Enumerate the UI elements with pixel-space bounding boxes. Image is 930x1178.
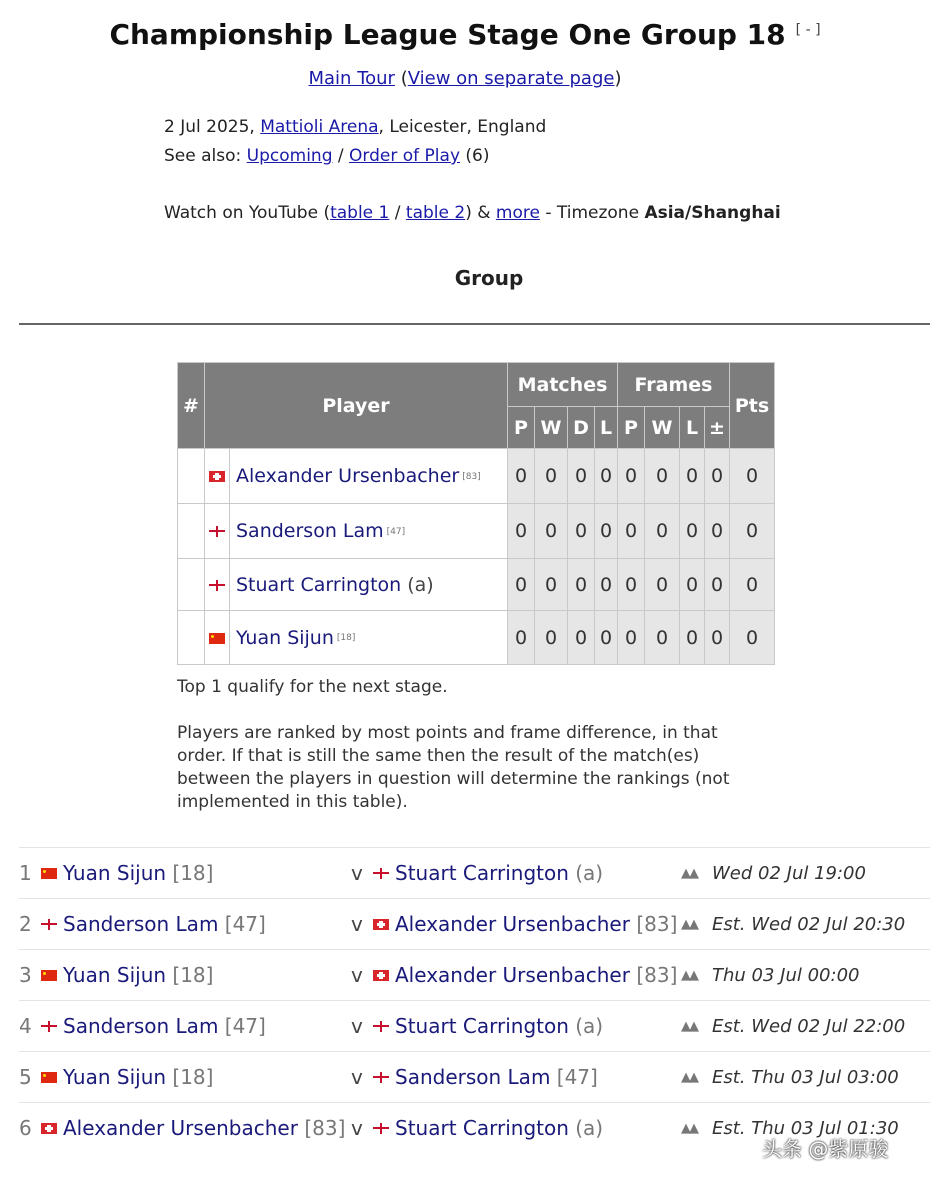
match-row [19, 1051, 930, 1102]
table-row [178, 504, 775, 559]
player-one-seed: [18] [172, 861, 214, 885]
player-two [373, 963, 677, 987]
match-number: 5 [19, 1065, 32, 1089]
player-two-seed: [47] [556, 1065, 598, 1089]
points-cell: 0 [730, 504, 775, 559]
player-one [41, 912, 266, 936]
stat-cell: 0 [705, 559, 730, 611]
player-one-seed: [47] [224, 912, 266, 936]
main-tour-link[interactable]: Main Tour [308, 68, 395, 89]
match-number: 4 [19, 1014, 32, 1038]
stat-cell: 0 [508, 559, 535, 611]
stat-cell: 0 [568, 611, 595, 665]
player-two-seed: (a) [575, 1014, 604, 1038]
player-seed: [47] [386, 526, 406, 537]
frames-header: Frames [618, 363, 730, 407]
stat-cell: 0 [618, 504, 645, 559]
head-to-head-icon[interactable]: ▲▲ [681, 866, 697, 881]
versus-label: v [351, 963, 363, 987]
player-two [373, 1065, 598, 1089]
player-one-seed: [18] [172, 963, 214, 987]
match-number: 3 [19, 963, 32, 987]
head-to-head-icon[interactable]: ▲▲ [681, 917, 697, 932]
divider [19, 323, 930, 325]
player-two-seed: (a) [575, 1116, 604, 1140]
matches-drawn-header: D [568, 407, 595, 449]
switzerland-flag-icon [373, 970, 389, 981]
china-flag-icon [209, 633, 225, 644]
player-two-name[interactable]: Sanderson Lam [395, 1065, 551, 1089]
points-cell: 0 [730, 611, 775, 665]
player-two-name[interactable]: Stuart Carrington [395, 1116, 569, 1140]
stat-cell: 0 [645, 611, 680, 665]
england-flag-icon [373, 1021, 389, 1032]
separate-page-link[interactable]: View on separate page [407, 68, 615, 89]
player-seed: (a) [407, 573, 434, 596]
more-link[interactable]: more [495, 203, 540, 223]
player-one [41, 1116, 345, 1140]
player-name[interactable]: Alexander Ursenbacher [236, 465, 460, 487]
player-two-seed: (a) [575, 861, 604, 885]
stat-cell: 0 [618, 611, 645, 665]
match-time: Wed 02 Jul 19:00 [712, 863, 866, 884]
upcoming-link[interactable]: Upcoming [246, 146, 333, 166]
collapse-toggle[interactable]: [ - ] [795, 22, 821, 38]
player-two-seed: [83] [636, 912, 678, 936]
rank-cell [178, 611, 205, 665]
stat-cell: 0 [645, 559, 680, 611]
stat-cell: 0 [618, 559, 645, 611]
qualify-note: Top 1 qualify for the next stage. [177, 677, 448, 697]
match-time: Est. Wed 02 Jul 22:00 [712, 1016, 906, 1037]
stat-cell: 0 [705, 449, 730, 504]
player-one-name[interactable]: Yuan Sijun [63, 861, 167, 885]
player-seed: [18] [336, 633, 356, 643]
china-flag-icon [41, 1072, 57, 1083]
match-number: 2 [19, 912, 32, 936]
player-two-name[interactable]: Stuart Carrington [395, 861, 569, 885]
match-row [19, 949, 930, 1000]
player-two [373, 1014, 603, 1038]
frames-lost-header: L [680, 407, 705, 449]
stat-cell: 0 [680, 449, 705, 504]
england-flag-icon [209, 526, 225, 537]
venue-link[interactable]: Mattioli Arena [260, 117, 379, 137]
player-two-name[interactable]: Stuart Carrington [395, 1014, 569, 1038]
stat-cell: 0 [508, 611, 535, 665]
stat-cell: 0 [568, 559, 595, 611]
player-name[interactable]: Stuart Carrington [236, 573, 402, 596]
stat-cell: 0 [595, 611, 618, 665]
england-flag-icon [373, 1072, 389, 1083]
stat-cell: 0 [595, 559, 618, 611]
points-header: Pts [730, 363, 775, 449]
versus-label: v [351, 1065, 363, 1089]
player-two-name[interactable]: Alexander Ursenbacher [395, 912, 630, 936]
matches-header: Matches [508, 363, 618, 407]
england-flag-icon [41, 1021, 57, 1032]
rank-header: # [178, 363, 205, 449]
head-to-head-icon[interactable]: ▲▲ [681, 1019, 697, 1034]
match-row [19, 1000, 930, 1051]
frame-diff-header: ± [705, 407, 730, 449]
table-row [178, 611, 775, 665]
england-flag-icon [41, 919, 57, 930]
frames-won-header: W [645, 407, 680, 449]
player-one-seed: [47] [224, 1014, 266, 1038]
player-name[interactable]: Sanderson Lam [236, 520, 384, 542]
stat-cell: 0 [595, 504, 618, 559]
player-two [373, 912, 677, 936]
stat-cell: 0 [535, 449, 568, 504]
player-seed: [83] [462, 471, 481, 482]
stat-cell: 0 [568, 449, 595, 504]
player-one [41, 861, 213, 885]
player-two [373, 1116, 603, 1140]
player-one-name[interactable]: Alexander Ursenbacher [63, 1116, 298, 1140]
stat-cell: 0 [508, 449, 535, 504]
matches-won-header: W [535, 407, 568, 449]
match-time: Thu 03 Jul 00:00 [712, 965, 860, 986]
china-flag-icon [41, 970, 57, 981]
player-two-name[interactable]: Alexander Ursenbacher [395, 963, 630, 987]
player-header: Player [205, 363, 508, 449]
versus-label: v [351, 1116, 363, 1140]
versus-label: v [351, 1014, 363, 1038]
table-1-link[interactable]: table 1 [330, 203, 390, 223]
england-flag-icon [373, 868, 389, 879]
rank-cell [178, 559, 205, 611]
matches-lost-header: L [595, 407, 618, 449]
page-title: Championship League Stage One Group 18 [ - ] [109, 18, 821, 51]
england-flag-icon [373, 1123, 389, 1134]
table-2-link[interactable]: table 2 [405, 203, 466, 223]
switzerland-flag-icon [41, 1123, 57, 1134]
england-flag-icon [209, 580, 225, 591]
player-one-seed: [18] [172, 1065, 214, 1089]
watch-info: Watch on YouTube (table 1 / table 2) & more - Timezone Asia/Shanghai [164, 203, 781, 223]
order-of-play-link[interactable]: Order of Play [349, 146, 461, 166]
stat-cell: 0 [645, 449, 680, 504]
stat-cell: 0 [705, 611, 730, 665]
event-info: 2 Jul 2025, Mattioli Arena, Leicester, England [164, 117, 547, 137]
matches-played-header: P [508, 407, 535, 449]
match-row [19, 847, 930, 898]
player-one [41, 963, 213, 987]
china-flag-icon [41, 868, 57, 879]
switzerland-flag-icon [373, 919, 389, 930]
standings-table [177, 362, 775, 665]
points-cell: 0 [730, 559, 775, 611]
stat-cell: 0 [618, 449, 645, 504]
player-one [41, 1014, 266, 1038]
head-to-head-icon[interactable]: ▲▲ [681, 968, 697, 983]
stat-cell: 0 [680, 611, 705, 665]
watermark: 头条 @紫原骏 [762, 1137, 889, 1161]
table-row [178, 449, 775, 504]
stat-cell: 0 [645, 504, 680, 559]
points-cell: 0 [730, 449, 775, 504]
stat-cell: 0 [680, 504, 705, 559]
rank-cell [178, 504, 205, 559]
match-row [19, 898, 930, 949]
versus-label: v [351, 912, 363, 936]
player-one [41, 1065, 213, 1089]
player-one-seed: [83] [304, 1116, 346, 1140]
player-one-name[interactable]: Yuan Sijun [63, 1065, 167, 1089]
see-also: See also: Upcoming / Order of Play (6) [164, 146, 490, 166]
table-row [178, 559, 775, 611]
player-one-name[interactable]: Sanderson Lam [63, 912, 219, 936]
timezone-value: Asia/Shanghai [644, 203, 781, 223]
stat-cell: 0 [508, 504, 535, 559]
stat-cell: 0 [705, 504, 730, 559]
group-heading: Group [454, 266, 524, 290]
match-number: 6 [19, 1116, 32, 1140]
head-to-head-icon[interactable]: ▲▲ [681, 1121, 697, 1136]
match-time: Est. Wed 02 Jul 20:30 [712, 914, 906, 935]
match-time: Est. Thu 03 Jul 01:30 [712, 1118, 899, 1139]
match-number: 1 [19, 861, 32, 885]
match-list [19, 847, 930, 1153]
frames-played-header: P [618, 407, 645, 449]
stat-cell: 0 [535, 559, 568, 611]
switzerland-flag-icon [209, 471, 225, 482]
ranking-note: Players are ranked by most points and frame difference, in that order. If that is still the same then the result of the match(es) between the players in question will determine the rankings (not implemented in this table). [177, 723, 730, 812]
stat-cell: 0 [535, 611, 568, 665]
player-one-name[interactable]: Sanderson Lam [63, 1014, 219, 1038]
sub-navigation: Main Tour (View on separate page) [308, 68, 622, 89]
player-two [373, 861, 603, 885]
rank-cell [178, 449, 205, 504]
stat-cell: 0 [568, 504, 595, 559]
head-to-head-icon[interactable]: ▲▲ [681, 1070, 697, 1085]
player-name[interactable]: Yuan Sijun [236, 626, 334, 649]
stat-cell: 0 [595, 449, 618, 504]
stat-cell: 0 [680, 559, 705, 611]
versus-label: v [351, 861, 363, 885]
stat-cell: 0 [535, 504, 568, 559]
player-two-seed: [83] [636, 963, 678, 987]
match-time: Est. Thu 03 Jul 03:00 [712, 1067, 899, 1088]
player-one-name[interactable]: Yuan Sijun [63, 963, 167, 987]
